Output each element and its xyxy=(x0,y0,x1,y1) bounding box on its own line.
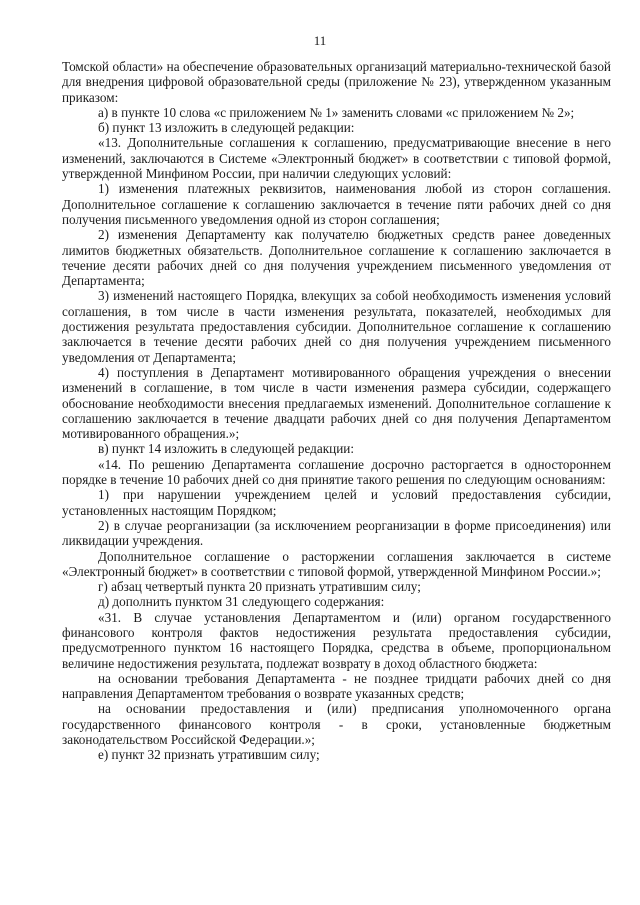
paragraph: 4) поступления в Департамент мотивированного обращения учреждения о внесении изменений в соглашение, в том числе в части изменения размера субсидии, содержащего обоснование необходимости внесения предлагаемых изменений. Дополнительное соглашение к соглашению заключается в течение двадцати рабочих дней со дня получения Департаментом мотивированного обращения.»; xyxy=(62,364,611,442)
paragraph: д) дополнить пунктом 31 следующего содержания: xyxy=(98,594,385,610)
paragraph: 1) изменения платежных реквизитов, наименования любой из сторон соглашения. Дополнительное соглашение к соглашению заключается в течение пяти рабочих дней со дня получения письменного уведомления одной из сторон соглашения; xyxy=(62,181,611,227)
document-body xyxy=(62,59,611,763)
paragraph: 3) изменений настоящего Порядка, влекущих за собой необходимость изменения условий соглашения, в том числе в части изменения результата, показателей, необходимых для достижения результата предоставления субсидии. Дополнительное соглашение к соглашению заключается в течение десяти рабочих дней со дня получения учреждением письменного уведомления от Департамента; xyxy=(62,288,611,365)
paragraph: на основании требования Департамента - не позднее тридцати рабочих дней со дня направления Департаментом требования о возврате указанных средств; xyxy=(62,670,611,702)
paragraph: в) пункт 14 изложить в следующей редакции: xyxy=(98,441,354,457)
paragraph: 1) при нарушении учреждением целей и условий предоставления субсидии, установленных настоящим Порядком; xyxy=(62,487,611,518)
paragraph: «14. По решению Департамента соглашение досрочно расторгается в одностороннем порядке в течение 10 рабочих дней со дня принятие такого решения по следующим основаниям: xyxy=(62,456,611,488)
paragraph: Томской области» на обеспечение образовательных организаций материально-технической базой для внедрения цифровой образовательной среды (приложение № 23), утвержденном указанным приказом: xyxy=(62,59,611,105)
paragraph: е) пункт 32 признать утратившим силу; xyxy=(98,747,320,763)
paragraph: на основании предоставления и (или) предписания уполномоченного органа государственного финансового контроля - в сроки, установленные бюджетным законодательством Российской Федерации.»; xyxy=(62,701,611,748)
paragraph: Дополнительное соглашение о расторжении соглашения заключается в системе «Электронный бюджет» в соответствии с типовой формой, утвержденной Минфином России.»; xyxy=(62,548,611,579)
paragraph: «31. В случае установления Департаментом и (или) органом государственного финансового контроля фактов недостижения результата предоставления субсидии, предусмотренного пунктом 16 настоящего Порядка, средства в объеме, пропорциональном величине недостижения результата, подлежат возврату в доход областного бюджета: xyxy=(62,609,611,671)
paragraph: б) пункт 13 изложить в следующей редакции: xyxy=(98,120,355,136)
paragraph: «13. Дополнительные соглашения к соглашению, предусматривающие внесение в него изменений, заключаются в Системе «Электронный бюджет» в соответствии с типовой формой, утвержденной Минфином России, при наличии следующих условий: xyxy=(62,135,611,182)
paragraph: а) в пункте 10 слова «с приложением № 1» заменить словами «с приложением № 2»; xyxy=(98,104,575,120)
page-number: 11 xyxy=(313,33,327,48)
paragraph: 2) в случае реорганизации (за исключением реорганизации в форме присоединения) или ликвидации учреждения. xyxy=(62,517,611,549)
paragraph: 2) изменения Департаменту как получателю бюджетных средств ранее доведенных лимитов бюджетных обязательств. Дополнительное соглашение к соглашению заключается в течение десяти рабочих дней со дня получения учреждением письменного уведомления от Департамента; xyxy=(62,227,611,289)
paragraph: г) абзац четвертый пункта 20 признать утратившим силу; xyxy=(98,579,421,595)
